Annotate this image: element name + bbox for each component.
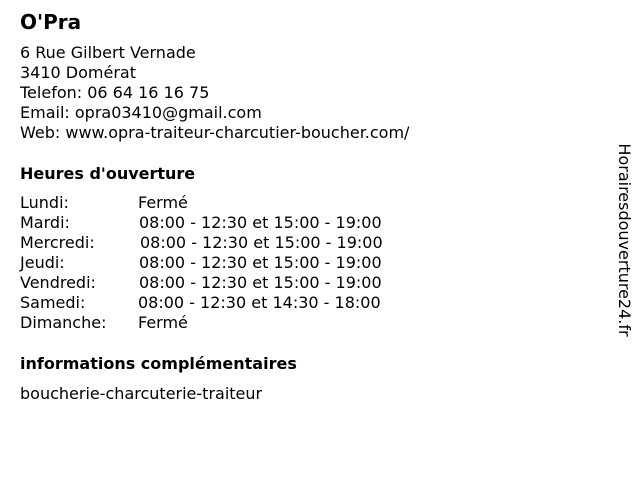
additional-info-heading: informations complémentaires	[20, 354, 297, 373]
hours-time: Fermé	[138, 193, 188, 212]
hours-time: 08:00 - 12:30 et 15:00 - 19:00	[139, 273, 382, 292]
hours-day: Samedi:	[20, 293, 86, 312]
additional-info-text: boucherie-charcuterie-traiteur	[20, 384, 263, 403]
hours-day: Mardi:	[20, 213, 70, 232]
hours-day: Lundi:	[20, 193, 69, 212]
hours-time: 08:00 - 12:30 et 14:30 - 18:00	[138, 293, 381, 312]
email-line: Email: opra03410@gmail.com	[20, 103, 262, 122]
hours-day: Jeudi:	[20, 253, 65, 272]
hours-time: 08:00 - 12:30 et 15:00 - 19:00	[140, 233, 383, 252]
city-address: 3410 Domérat	[20, 63, 136, 82]
hours-day: Vendredi:	[20, 273, 96, 292]
hours-time: Fermé	[138, 313, 188, 332]
phone-line: Telefon: 06 64 16 16 75	[20, 83, 210, 102]
street-address: 6 Rue Gilbert Vernade	[20, 43, 196, 62]
hours-day: Mercredi:	[20, 233, 95, 252]
site-brand-label: Horairesdouverture24.fr	[615, 143, 634, 337]
opening-hours-heading: Heures d'ouverture	[20, 164, 196, 183]
business-name: O'Pra	[20, 10, 82, 34]
hours-day: Dimanche:	[20, 313, 107, 332]
hours-time: 08:00 - 12:30 et 15:00 - 19:00	[139, 253, 382, 272]
contact-block	[20, 43, 409, 143]
hours-time: 08:00 - 12:30 et 15:00 - 19:00	[139, 213, 382, 232]
web-line: Web: www.opra-traiteur-charcutier-boucher.com/	[20, 123, 410, 142]
